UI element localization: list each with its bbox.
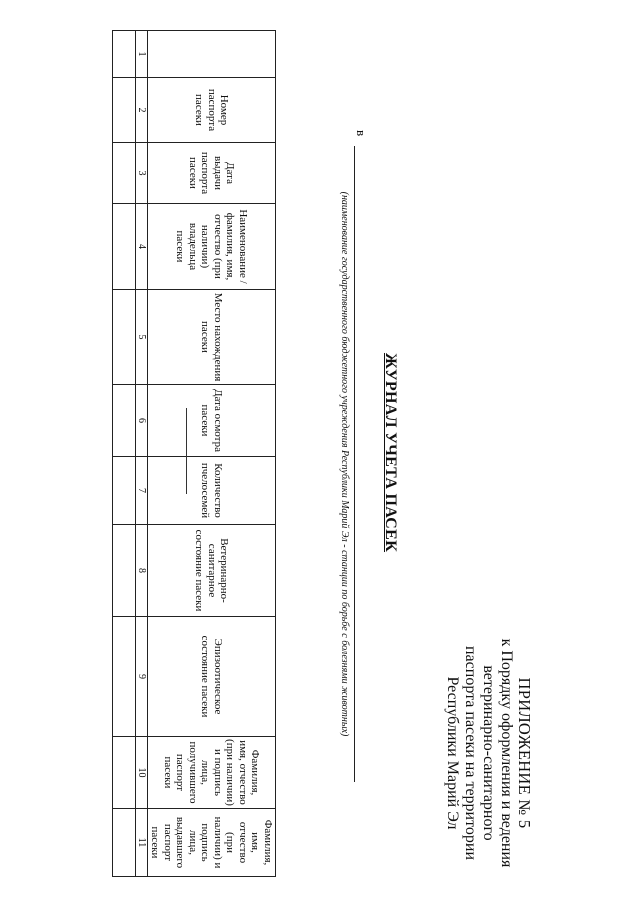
column-number: 6: [136, 385, 148, 457]
column-number: 3: [136, 143, 148, 204]
header-cell: Место нахождения пасеки: [148, 290, 276, 385]
closing-rule: [186, 408, 187, 494]
header-cell: Фамилия, имя, отчество (при наличии) и подпись лица, получившего паспорт пасеки: [148, 737, 276, 809]
column-number: 11: [136, 809, 148, 877]
column-number: 1: [136, 31, 148, 78]
empty-cell[interactable]: [113, 204, 136, 290]
header-cell: Наименование / фамилия, имя, отчество (при наличии) владельца пасеки: [148, 204, 276, 290]
empty-cell[interactable]: [113, 809, 136, 877]
column-number: 9: [136, 617, 148, 737]
header-cell: Количество пчелосемей: [148, 457, 276, 525]
appendix-block: [443, 628, 533, 878]
header-cell: [148, 31, 276, 78]
appendix-line: паспорта пасеки на территории: [462, 645, 479, 861]
table-row: [113, 31, 136, 877]
header-cell: Дата выдачи паспорта пасеки: [148, 143, 276, 204]
header-cell: Фамилия, имя, отчество (при наличии) и подпись лица, выдавшего паспорт пасеки: [148, 809, 276, 877]
institution-prefix: в: [354, 130, 369, 137]
header-cell: Ветеринарно-санитарное состояние пасеки: [148, 525, 276, 617]
institution-fill-line: [354, 146, 355, 782]
empty-cell[interactable]: [113, 385, 136, 457]
column-number: 10: [136, 737, 148, 809]
empty-cell[interactable]: [113, 31, 136, 78]
appendix-line: к Порядку оформления и ведения: [498, 638, 515, 868]
header-cell: Эпизоотическое состояние пасеки: [148, 617, 276, 737]
table-number-row: [136, 31, 148, 877]
header-cell: Номер паспорта пасеки: [148, 78, 276, 143]
appendix-line: ветеринарно-санитарного: [480, 665, 497, 841]
apiary-journal-table: [112, 30, 276, 876]
column-number: 8: [136, 525, 148, 617]
table-header-row: [148, 31, 276, 877]
institution-caption: (наименование государственного бюджетного учреждения Республики Марий Эл - станции по борьбе с болезнями животных): [339, 191, 350, 737]
empty-cell[interactable]: [113, 457, 136, 525]
column-number: 2: [136, 78, 148, 143]
appendix-line: Республики Марий Эл: [444, 676, 461, 830]
empty-cell[interactable]: [113, 617, 136, 737]
column-number: 7: [136, 457, 148, 525]
appendix-title: ПРИЛОЖЕНИЕ № 5: [515, 677, 534, 829]
column-number: 4: [136, 204, 148, 290]
column-number: 5: [136, 290, 148, 385]
journal-title: ЖУРНАЛ УЧЕТА ПАСЕК: [382, 352, 399, 553]
empty-cell[interactable]: [113, 290, 136, 385]
empty-cell[interactable]: [113, 78, 136, 143]
empty-cell[interactable]: [113, 143, 136, 204]
empty-cell[interactable]: [113, 737, 136, 809]
header-cell: Дата осмотра пасеки: [148, 385, 276, 457]
empty-cell[interactable]: [113, 525, 136, 617]
